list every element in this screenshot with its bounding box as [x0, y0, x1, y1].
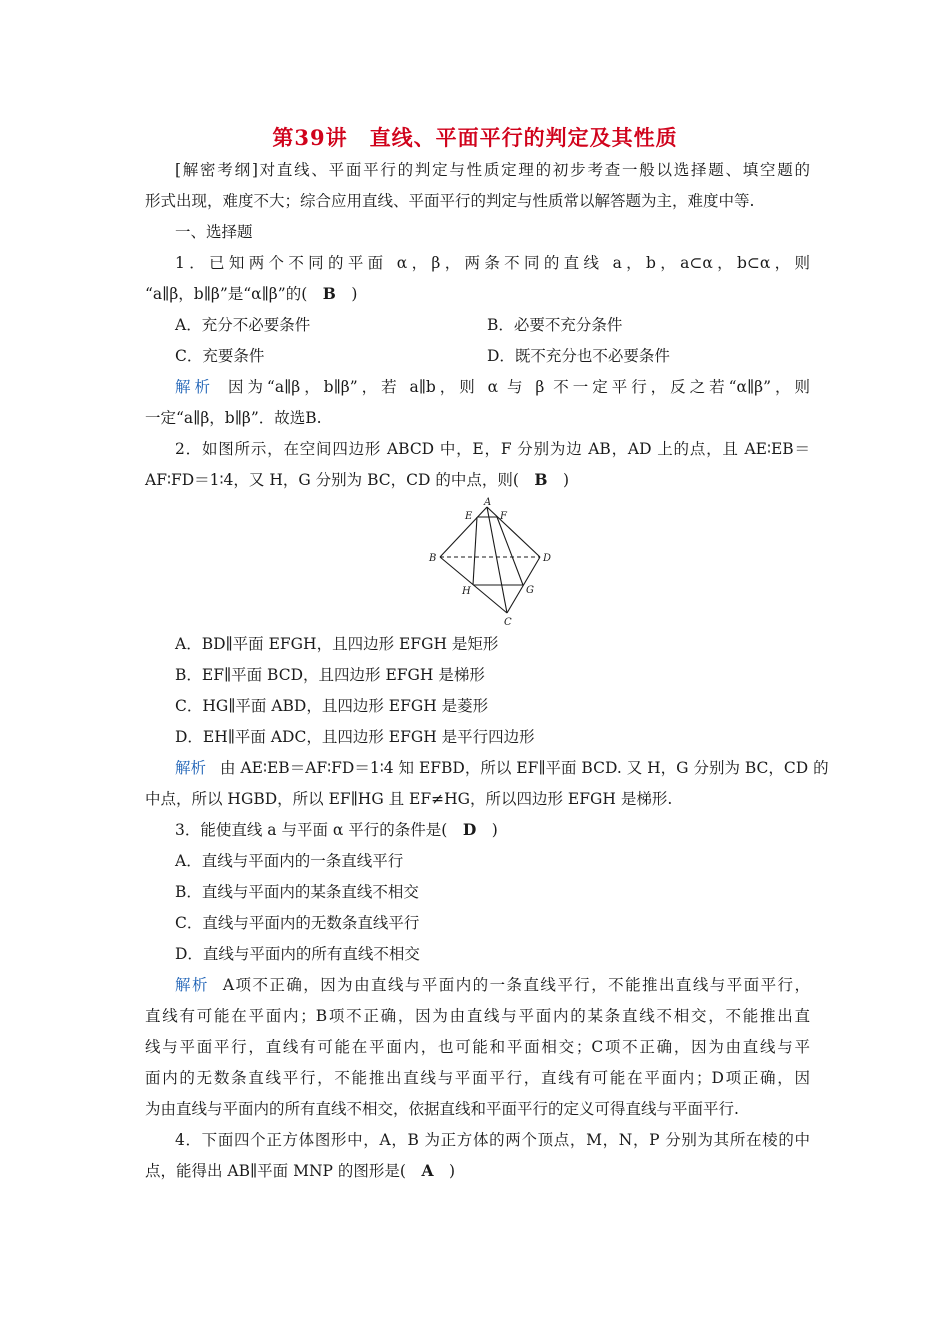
q2-analysis-label: 解析: [175, 759, 207, 777]
q3-option-a: A．直线与平面内的一条直线平行: [175, 852, 404, 870]
q3-stem-line-1: [175, 820, 810, 840]
segment-fg: [497, 517, 523, 585]
q3-analysis-line-1: [175, 975, 810, 995]
q3-option-d: D．直线与平面内的所有直线不相交: [175, 945, 420, 963]
q4-answer: A: [421, 1161, 434, 1180]
q3-analysis-label: 解析: [175, 976, 209, 994]
vertex-label-d: D: [543, 553, 552, 564]
intro-line-1: [解密考纲]对直线、平面平行的判定与性质定理的初步考查一般以选择题、填空题的: [175, 161, 810, 179]
q4-stem-text: 点，能得出 AB∥平面 MNP 的图形是(: [145, 1162, 422, 1180]
q3-option-b: B．直线与平面内的某条直线不相交: [175, 883, 419, 901]
q1-analysis-line-1: [175, 377, 810, 397]
point-label-g: G: [526, 585, 534, 596]
q2-stem-close: ): [547, 471, 570, 489]
q1-option-d: D．既不充分也不必要条件: [487, 347, 670, 365]
q2-analysis-line-2: 中点，所以 HGBD，所以 EF∥HG 且 EF≠HG，所以四边形 EFGH 是梯形.: [145, 790, 673, 808]
q4-stem-close: ): [433, 1162, 456, 1180]
point-label-e: E: [465, 511, 473, 522]
q3-analysis-line-2: 直线有可能在平面内；B项不正确，因为由直线与平面内的某条直线不相交，不能推出直: [145, 1007, 810, 1025]
lesson-title: 第39讲 直线、平面平行的判定及其性质: [272, 125, 678, 150]
tetrahedron-figure: [425, 495, 560, 630]
q1-answer: B: [322, 284, 336, 303]
q3-stem-close: ): [476, 821, 498, 839]
q4-stem-line-1: 4．下面四个正方体图形中，A，B 为正方体的两个顶点，M，N，P 分别为其所在棱的中: [175, 1131, 810, 1149]
q3-analysis-line-5: 为由直线与平面内的所有直线不相交，依据直线和平面平行的定义可得直线与平面平行.: [145, 1100, 739, 1118]
q3-analysis-line-4: 面内的无数条直线平行，不能推出直线与平面平行，直线有可能在平面内；D项正确，因: [145, 1069, 810, 1087]
q1-stem-line-2: [145, 284, 810, 304]
q2-stem-text: AF∶FD＝1∶4，又 H，G 分别为 BC，CD 的中点，则(: [145, 471, 535, 489]
q1-analysis-text-1: 因为“a∥β，b∥β”，若 a∥b，则 α 与 β 不一定平行，反之若“α∥β”，则: [227, 378, 810, 396]
q1-stem-close: ): [335, 285, 358, 303]
q2-analysis-line-1: [175, 758, 829, 778]
q2-analysis-text-1: 由 AE∶EB＝AF∶FD＝1∶4 知 EFBD，所以 EF∥平面 BCD. 又 H，G 分别为 BC，CD 的: [220, 759, 829, 777]
q2-stem-line-1: 2．如图所示，在空间四边形 ABCD 中，E，F 分别为边 AB，AD 上的点，且 AE∶EB＝: [175, 440, 810, 458]
segment-eh: [473, 517, 477, 585]
intro-line-2: 形式出现，难度不大；综合应用直线、平面平行的判定与性质常以解答题为主，难度中等.: [145, 192, 755, 210]
q2-answer: B: [534, 470, 548, 489]
vertex-label-c: C: [504, 617, 512, 628]
point-label-h: H: [462, 586, 471, 597]
q3-analysis-line-3: 线与平面平行，直线有可能在平面内，也可能和平面相交；C项不正确，因为由直线与平: [145, 1038, 810, 1056]
q1-option-c: C．充要条件: [175, 347, 265, 365]
q2-stem-line-2: [145, 470, 810, 490]
q1-option-b: B．必要不充分条件: [487, 316, 623, 334]
edge-ab: [440, 507, 487, 557]
q3-option-c: C．直线与平面内的无数条直线平行: [175, 914, 420, 932]
q1-option-a: A．充分不必要条件: [175, 316, 311, 334]
q4-stem-line-2: [145, 1161, 810, 1181]
q2-option-c: C．HG∥平面 ABD，且四边形 EFGH 是菱形: [175, 697, 489, 715]
section-heading: 一、选择题: [175, 223, 253, 241]
q2-option-a: A．BD∥平面 EFGH，且四边形 EFGH 是矩形: [175, 635, 499, 653]
q3-stem-text: 3．能使直线 a 与平面 α 平行的条件是(: [175, 821, 463, 839]
q1-stem-line-1: 1．已知两个不同的平面 α，β，两条不同的直线 a，b，a⊂α，b⊂α，则: [175, 254, 810, 272]
q2-option-d: D．EH∥平面 ADC，且四边形 EFGH 是平行四边形: [175, 728, 535, 746]
q1-analysis-label: 解析: [175, 378, 214, 396]
point-label-f: F: [500, 511, 507, 522]
q3-analysis-text-1: A项不正确，因为由直线与平面内的一条直线平行，不能推出直线与平面平行，: [222, 976, 810, 994]
vertex-label-b: B: [429, 553, 437, 564]
q3-answer: D: [462, 820, 477, 839]
q1-stem-text: “a∥β，b∥β”是“α∥β”的(: [145, 285, 323, 303]
q2-option-b: B．EF∥平面 BCD，且四边形 EFGH 是梯形: [175, 666, 485, 684]
q1-analysis-line-2: 一定“a∥β，b∥β”．故选B.: [145, 409, 322, 427]
vertex-label-a: A: [484, 497, 492, 508]
